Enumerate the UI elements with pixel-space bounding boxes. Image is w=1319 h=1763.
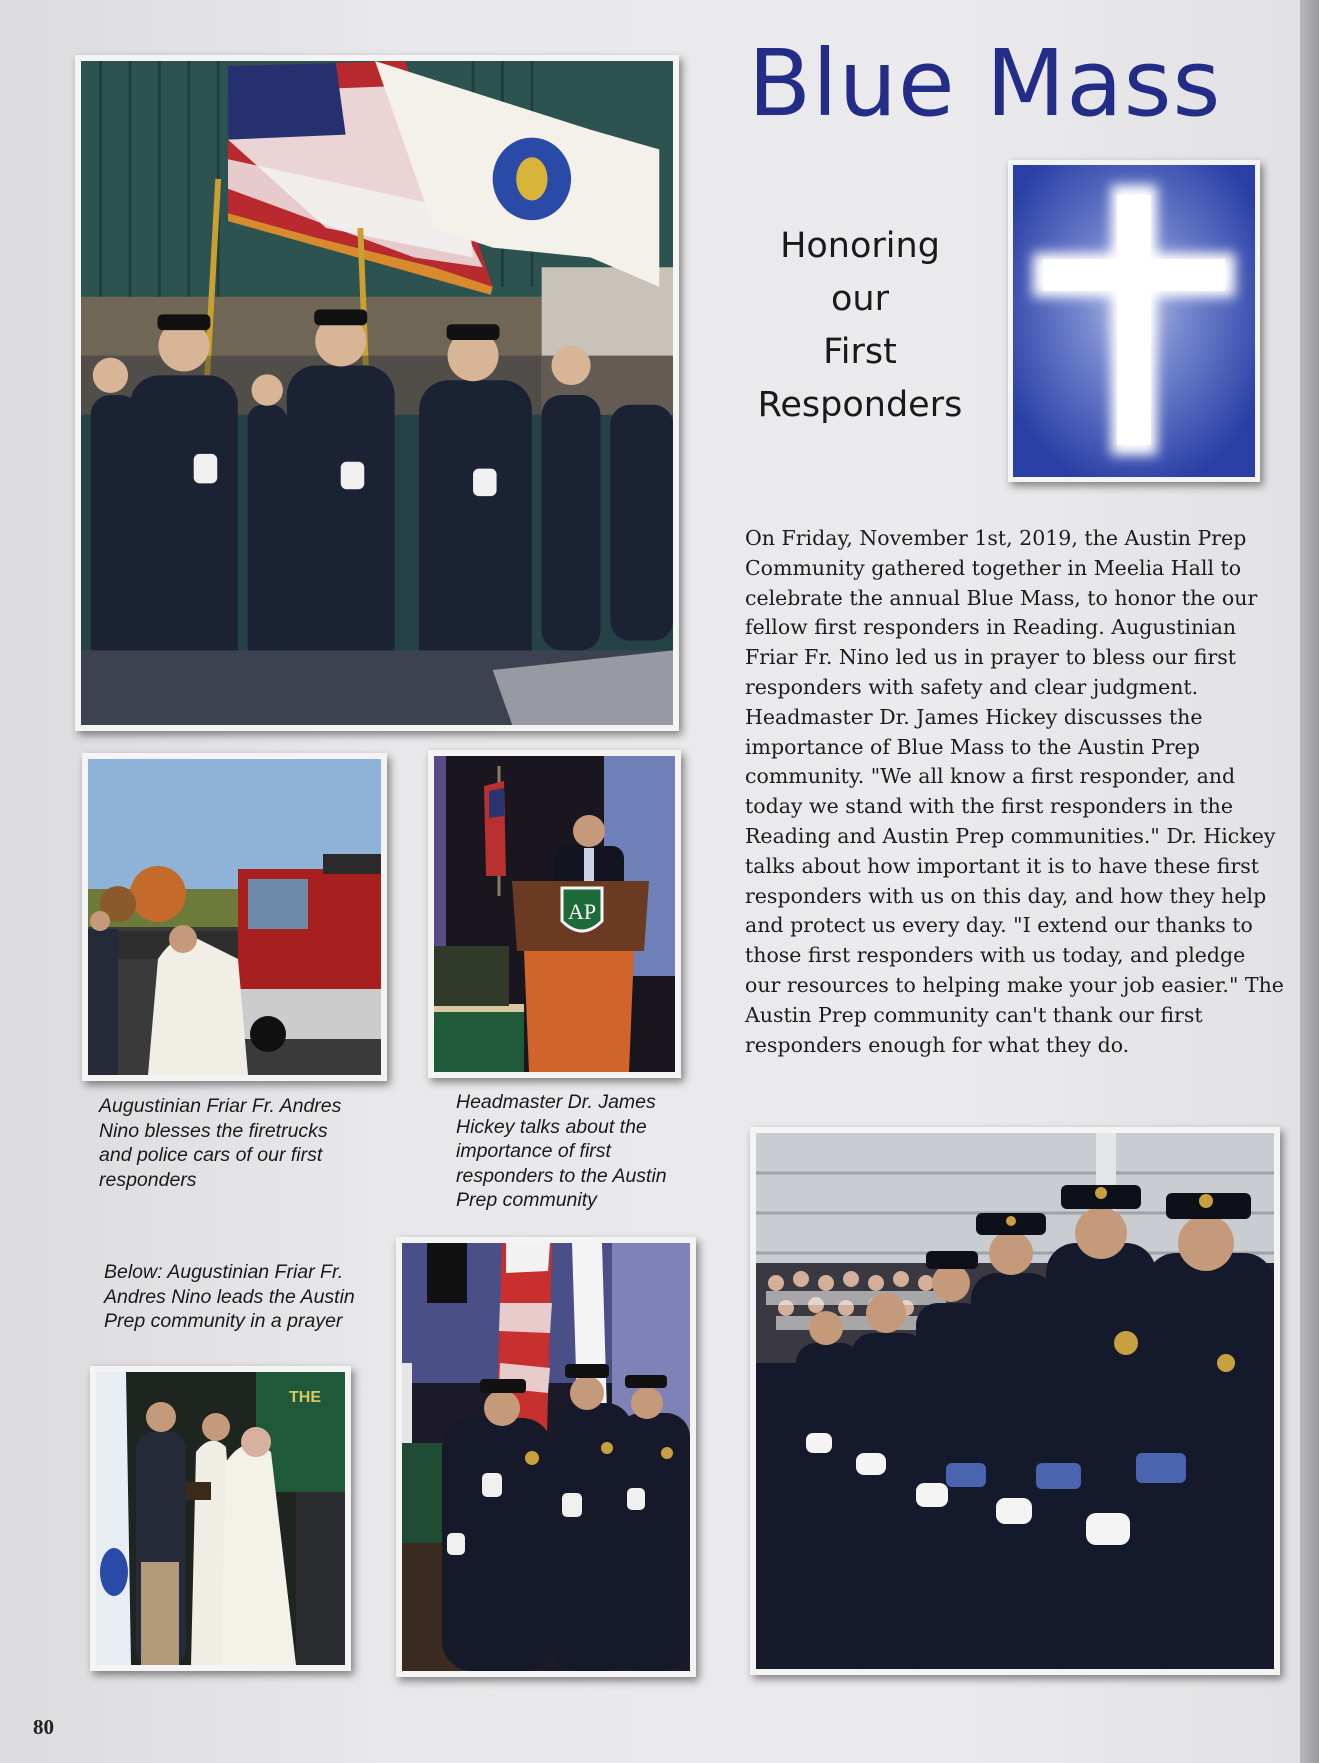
podium-logo: AP <box>567 899 597 924</box>
page-number: 80 <box>33 1715 54 1739</box>
cross-image <box>1008 160 1260 482</box>
headmaster-speech-photo <box>428 750 681 1078</box>
seated-officers-photo <box>750 1127 1280 1675</box>
subtitle-line: our <box>831 279 889 319</box>
subtitle-line: Honoring <box>780 226 940 266</box>
headmaster-caption: Headmaster Dr. James Hickey talks about the importance of first responders to the Austin Prep community <box>456 1091 667 1211</box>
prayer-caption: Below: Augustinian Friar Fr. Andres Nino leads the Austin Prep community in a prayer <box>104 1261 355 1332</box>
subtitle-line: First <box>823 332 897 372</box>
article-body: On Friday, November 1st, 2019, the Austin Prep Community gathered together in Meelia Hall to celebrate the annual Blue Mass, to honor the our fellow first responders in Reading. Augustinian Friar Fr. Nino led us in prayer to bless our first responders with safety and clear judgment. Headmaster Dr. James Hickey discusses the importance of Blue Mass to the Austin Prep community. "We all know a first responder, and today we stand with the first responders in the Reading and Austin Prep communities." Dr. Hickey talks about how important it is to have these first responders with us on this day, and how they help and protect us every day. "I extend our thanks to those first responders with us today, and pledge our resources to helping make your job easier." The Austin Prep community can't thank our first responders enough for what they do. <box>745 526 1284 1057</box>
honor-guard-photo <box>396 1237 696 1677</box>
priests-prayer-photo <box>90 1366 351 1671</box>
subtitle-line: Responders <box>757 385 963 425</box>
banner-text: THE <box>289 1389 321 1406</box>
page-edge <box>1300 0 1319 1763</box>
page-title: Blue Mass <box>748 30 1222 137</box>
page-subtitle <box>730 220 990 432</box>
firetruck-caption: Augustinian Friar Fr. Andres Nino blesses the firetrucks and police cars of our first responders <box>99 1095 342 1191</box>
color-guard-photo <box>75 55 679 731</box>
firetruck-blessing-photo <box>82 753 387 1081</box>
